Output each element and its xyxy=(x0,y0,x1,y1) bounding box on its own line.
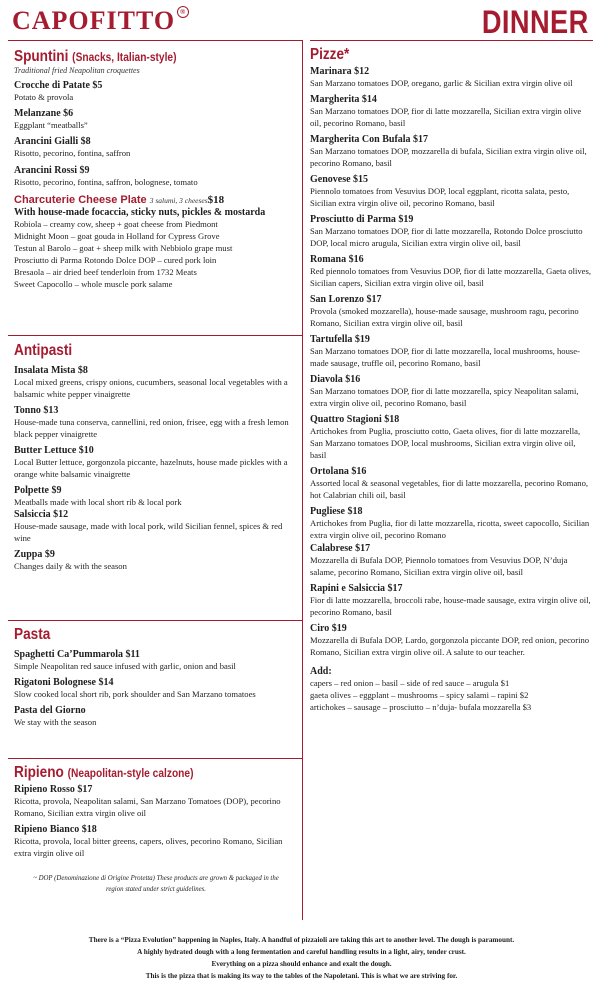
menu-item: Quattro Stagioni $18 Artichokes from Puglia, prosciutto cotto, Gaeta olives, fior di latte mozzarella, San Marzano tomatoes DOP, local mushrooms, Sicilian extra virgin olive oil, basil xyxy=(310,414,581,460)
menu-item: Arancini Gialli $8 Risotto, pecorino, fontina, saffron xyxy=(14,136,131,158)
ripieno-rule xyxy=(8,758,302,759)
menu-item: Zuppa $9 Changes daily & with the season xyxy=(14,549,127,571)
add-title: Add: xyxy=(310,666,332,677)
menu-item: Butter Lettuce $10 Local Butter lettuce, gorgonzola piccante, hazelnuts, house made pickles with a orange white balsamic vinaigrette xyxy=(14,445,288,479)
charcuterie-headline: With house-made focaccia, sticky nuts, pickles & mostarda xyxy=(14,207,266,218)
menu-item: Insalata Mista $8 Local mixed greens, crispy onions, cucumbers, seasonal local vegetables with a balsamic white pepper vinaigrette xyxy=(14,365,288,399)
menu-item: Ripieno Bianco $18 Ricotta, provola, local bitter greens, capers, olives, pecorino Romano, Sicilian extra virgin olive oil xyxy=(14,824,283,858)
charcuterie-line: Sweet Capocollo – whole muscle pork salame xyxy=(14,279,173,289)
dop-footnote: ~ DOP (Denominazione di Origine Protetta) These products are grown & packaged in the region stated under strict guidelines. xyxy=(33,875,279,893)
pasta-rule xyxy=(8,620,302,621)
menu-item: San Lorenzo $17 Provola (smoked mozzarella), house-made sausage, mushroom ragu, pecorino Romano, Sicilian extra virgin olive oil, basil xyxy=(310,294,579,328)
charcuterie-line: Testun al Barolo – goat + sheep milk with Nebbiolo grape must xyxy=(14,243,233,253)
menu-item: Melanzane $6 Eggplant “meatballs” xyxy=(14,108,88,130)
section-title: Ripieno (Neapolitan-style calzone) xyxy=(14,764,194,781)
antipasti-rule xyxy=(8,335,302,336)
menu-item: Diavola $16 San Marzano tomatoes DOP, fior di latte mozzarella, spicy Neapolitan salami, extra virgin olive oil, pecorino Romano, basil xyxy=(310,374,579,408)
menu-item: Ortolana $16 Assorted local & seasonal vegetables, fior di latte mozzarella, pecorino Romano, hot Calabrian chili oil, basil xyxy=(310,466,589,500)
menu-item: Crocche di Patate $5 Potato & provola xyxy=(14,80,103,102)
menu-item: Genovese $15 Piennolo tomatoes from Vesuvius DOP, local eggplant, ricotta salata, pesto, Sicilian extra virgin olive oil, pecorino Romano, basil xyxy=(310,174,570,208)
antipasti-section xyxy=(14,342,298,572)
section-title: Pizze* xyxy=(310,46,350,63)
menu-item: Salsiccia $12 House-made sausage, made with local pork, wild Sicilian fennel, spices & red wine xyxy=(14,509,283,543)
section-title: Pasta xyxy=(14,626,51,643)
pizza-evolution-note: There is a “Pizza Evolution” happening in Naples, Italy. A handful of pizzaioli are taking this art to another level. The dough is paramount. A highly hydrated dough with a long fermentation and careful handling results in a light, airy, tender crust. Everything on a pizza should enhance and exalt the dough. This is the pizza that is making its way to the tables of the Napoletani. This is what we are striving for. xyxy=(88,936,515,980)
ripieno-section xyxy=(14,764,298,895)
spuntini-rule xyxy=(8,40,302,41)
charcuterie-line: Robiola – creamy cow, sheep + goat cheese from Piedmont xyxy=(14,219,218,229)
section-title: Antipasti xyxy=(14,342,73,359)
registered-mark-icon: ® xyxy=(177,6,189,18)
menu-item: Ripieno Rosso $17 Ricotta, provola, Neapolitan salami, San Marzano Tomatoes (DOP), pecorino Romano, Sicilian extra virgin olive oil xyxy=(14,784,281,818)
menu-item: Margherita Con Bufala $17 San Marzano tomatoes DOP, mozzarella di bufala, Sicilian extra virgin olive oil, pecorino Romano, basil xyxy=(310,134,587,168)
charcuterie-title: Charcuterie Cheese Plate 3 salumi, 3 cheeses$18 xyxy=(14,194,225,206)
menu-item: Pasta del Giorno We stay with the season xyxy=(14,705,97,727)
add-line: capers – red onion – basil – side of red sauce – arugula $1 xyxy=(310,678,510,688)
menu-item: Arancini Rossi $9 Risotto, pecorino, fontina, saffron, bolognese, tomato xyxy=(14,165,198,187)
menu-item: Margherita $14 San Marzano tomatoes DOP, fior di latte mozzarella, Sicilian extra virgin olive oil, pecorino Romano, basil xyxy=(310,94,582,128)
menu-item: Tonno $13 House-made tuna conserva, cannellini, red onion, frisee, egg with a fresh lemon black pepper vinaigrette xyxy=(14,405,289,439)
pizze-rule xyxy=(310,40,593,41)
menu-item: Tartufella $19 San Marzano tomatoes DOP, fior di latte mozzarella, local mushrooms, house-made sausage, truffle oil, pecorino Romano, basil xyxy=(310,334,580,368)
menu-item: Prosciutto di Parma $19 San Marzano tomatoes DOP, fior di latte mozzarella, Rotondo Dolce prosciutto DOP, local micro arugula, Sicilian extra virgin olive oil, basil xyxy=(310,214,583,248)
add-line: artichokes – sausage – prosciutto – n’duja- bufala mozzarella $3 xyxy=(310,702,532,712)
menu-item: Spaghetti Ca’Pummarola $11 Simple Neapolitan red sauce infused with garlic, onion and basil xyxy=(14,649,236,671)
menu-item: Romana $16 Red piennolo tomatoes from Vesuvius DOP, fior di latte mozzarella, Gaeta olives, Sicilian capers, Sicilian extra virgin olive oil, basil xyxy=(310,254,591,288)
logo: CAPOFITTO ® xyxy=(12,6,189,36)
charcuterie-line: Midnight Moon – goat gouda in Holland for Cypress Grove xyxy=(14,231,220,241)
section-title: Spuntini (Snacks, Italian-style) xyxy=(14,48,177,65)
spuntini-section xyxy=(14,48,298,290)
section-subtitle: Traditional fried Neapolitan croquettes xyxy=(14,66,140,75)
add-line: gaeta olives – eggplant – mushrooms – spicy salami – rapini $2 xyxy=(310,690,529,700)
charcuterie-line: Prosciutto di Parma Rotondo Dolce DOP – cured pork loin xyxy=(14,255,217,265)
pizze-section xyxy=(310,46,593,713)
page-title: DINNER xyxy=(482,4,589,40)
menu-item: Pugliese $18 Artichokes from Puglia, fior di latte mozzarella, ricotta, sweet capocollo, Sicilian extra virgin olive oil, pecorino Romano xyxy=(310,506,590,540)
menu-item: Polpette $9 Meatballs made with local short rib & local pork xyxy=(14,485,182,507)
column-divider xyxy=(302,40,303,920)
menu-item: Rapini e Salsiccia $17 Fior di latte mozzarella, broccoli rabe, house-made sausage, extra virgin olive oil, pecorino Romano, basil xyxy=(310,583,591,617)
menu-item: Rigatoni Bolognese $14 Slow cooked local short rib, pork shoulder and San Marzano tomatoes xyxy=(14,677,256,699)
menu-item: Calabrese $17 Mozzarella di Bufala DOP, Piennolo tomatoes from Vesuvius DOP, N’duja salame, pecorino Romano, Sicilian extra virgin olive oil, basil xyxy=(310,543,568,577)
menu-item: Marinara $12 San Marzano tomatoes DOP, oregano, garlic & Sicilian extra virgin olive oil xyxy=(310,66,573,88)
pasta-section xyxy=(14,626,298,728)
menu-item: Ciro $19 Mozzarella di Bufala DOP, Lardo, gorgonzola piccante DOP, red onion, pecorino Romano, Sicilian extra virgin olive oil. A salute to our teacher. xyxy=(310,623,590,657)
charcuterie-line: Bresaola – air dried beef tenderloin from 1732 Meats xyxy=(14,267,197,277)
